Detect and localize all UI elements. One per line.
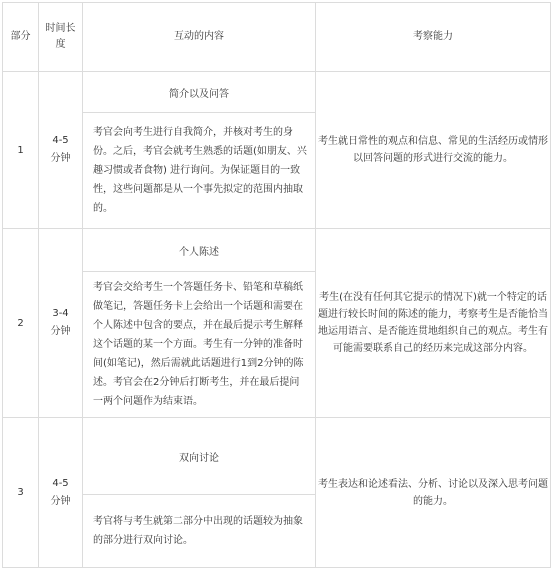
row-content <box>83 418 316 568</box>
row-description: 考官将与考生就第二部分中出现的话题较为抽象的部分进行双向讨论。 <box>93 516 303 546</box>
row-ability: 考生表达和论述看法、分析、讨论以及深入思考问题的能力。 <box>316 418 551 568</box>
row-content <box>83 72 316 229</box>
row-description: 考官会交给考生一个答题任务卡、铅笔和草稿纸做笔记，答题任务卡上会给出一个话题和需要在个人陈述中包含的要点，并在最后提示考生解释这个话题的某一个方面。考生有一分钟的准备时间(如笔记)，然后需就此话题进行1到2分钟的陈述。考官会在2分钟后打断考生，并在最后提问一两个问题作为结束语。 <box>93 282 304 407</box>
row-time: 4-5分钟 <box>39 72 83 229</box>
exam-format-table <box>2 2 551 568</box>
row-part: 1 <box>3 72 39 229</box>
header-ability: 考察能力 <box>316 3 551 72</box>
table-row <box>3 72 551 229</box>
row-description: 考官会向考生进行自我简介，并核对考生的身份。之后，考官会就考生熟悉的话题(如朋友、兴趣习惯或者食物) 进行询问。为保证题目的一致性，这些问题都是从一个事先拟定的范围内抽取的。 <box>93 127 307 214</box>
row-subtitle: 个人陈述 <box>83 229 315 272</box>
header-row <box>3 3 551 72</box>
row-ability: 考生就日常性的观点和信息、常见的生活经历或情形以回答问题的形式进行交流的能力。 <box>316 72 551 229</box>
header-part: 部分 <box>3 3 39 72</box>
row-time: 4-5分钟 <box>39 418 83 568</box>
header-time: 时间长度 <box>39 3 83 72</box>
table-row <box>3 229 551 418</box>
table-row <box>3 418 551 568</box>
header-content: 互动的内容 <box>83 3 316 72</box>
row-subtitle: 双向讨论 <box>83 418 315 495</box>
row-time: 3-4分钟 <box>39 229 83 418</box>
row-part: 3 <box>3 418 39 568</box>
row-ability: 考生(在没有任何其它提示的情况下)就一个特定的话题进行较长时间的陈述的能力，考察考生是否能恰当地运用语言、是否能连贯地组织自己的观点。考生有可能需要联系自己的经历来完成这部分内容。 <box>316 229 551 418</box>
row-part: 2 <box>3 229 39 418</box>
row-subtitle: 简介以及问答 <box>83 72 315 113</box>
row-content <box>83 229 316 418</box>
